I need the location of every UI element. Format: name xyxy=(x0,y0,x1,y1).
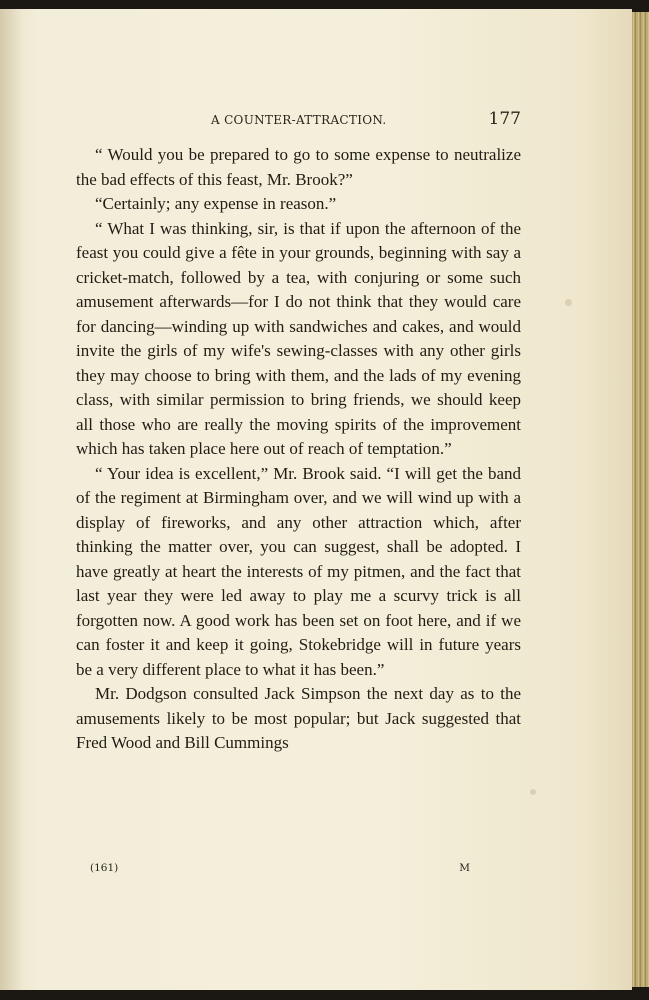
paragraph: “ Your idea is excellent,” Mr. Brook said. “I will get the band of the regiment at Birmingham over, and we will wind up with a display of fireworks, and any other attraction which, after thinking the matter over, you can suggest, shall be adopted. I have greatly at heart the interests of my pitmen, and the fact that last year they were led away to play me a scurvy trick is all forgotten now. A good work has been set on foot here, and if we can foster it and keep it going, Stokebridge will in future years be a very different place to what it has been.” xyxy=(76,463,521,679)
page-footer xyxy=(90,862,470,878)
signature-number: (161) xyxy=(90,862,119,874)
running-head: A COUNTER-ATTRACTION. xyxy=(211,113,387,127)
paragraph: “Certainly; any expense in reason.” xyxy=(95,194,337,213)
page-header xyxy=(76,109,521,131)
body-text xyxy=(76,143,521,756)
paragraph: “ What I was thinking, sir, is that if upon the afternoon of the feast you could give a fête in your grounds, beginning with say a cricket-match, followed by a tea, with conjuring or some such amusement afterwards—for I do not think that they would care for dancing—winding up with sandwiches and cakes, and would invite the girls of my wife's sewing-classes with any other girls they may choose to bring with them, and the lads of my evening class, with similar permission to bring friends, we should keep all those who are really the moving spirits of the improvement which has taken place here out of reach of temptation.” xyxy=(76,218,521,458)
page-number: 177 xyxy=(488,109,521,129)
page-edges xyxy=(632,12,649,987)
foxing-spot xyxy=(530,789,536,795)
book-page xyxy=(0,9,632,990)
paragraph: “ Would you be prepared to go to some expense to neutralize the bad effects of this feast, Mr. Brook?” xyxy=(76,145,521,189)
signature-mark: M xyxy=(459,862,470,874)
foxing-spot xyxy=(565,299,572,306)
paragraph: Mr. Dodgson consulted Jack Simpson the next day as to the amusements likely to be most popular; but Jack suggested that Fred Wood and Bill Cummings xyxy=(76,684,521,752)
gutter-shadow xyxy=(0,9,22,990)
